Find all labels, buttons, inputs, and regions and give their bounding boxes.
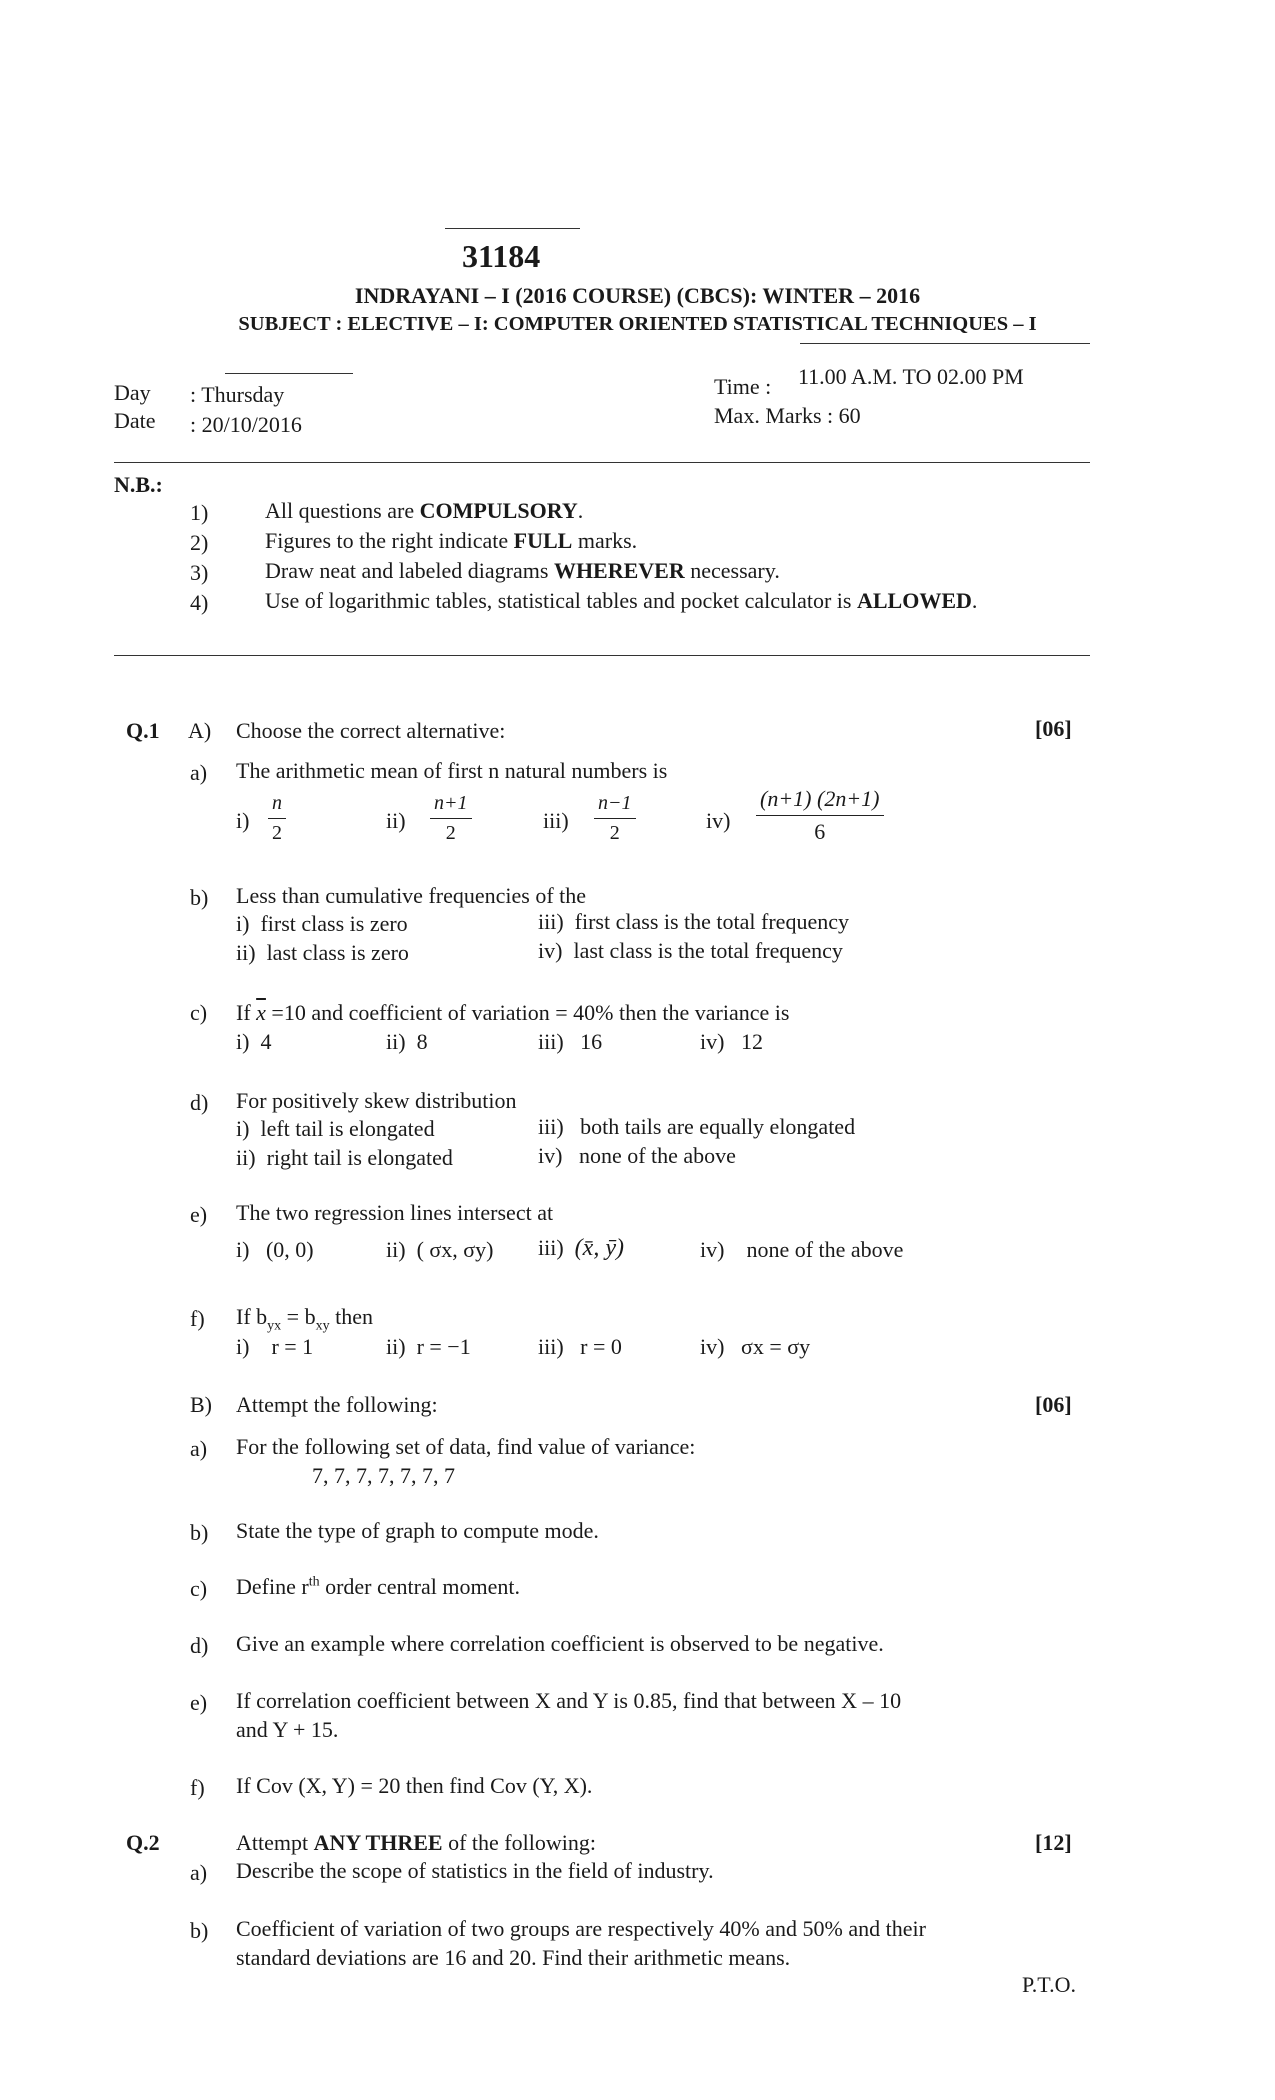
q1a-a-opt-3: iii) bbox=[543, 808, 569, 833]
q1b-c-label: c) bbox=[190, 1576, 208, 1601]
q1b-c-text: Define $r^{th}$ order central moment. bbox=[236, 1574, 520, 1599]
header-separator bbox=[114, 462, 1090, 463]
q1a-c-opt-1: i) 4 bbox=[236, 1029, 272, 1054]
q1a-b-opt-1: i) first class is zero bbox=[236, 911, 408, 936]
q1a-e-text: The two regression lines intersect at bbox=[236, 1200, 554, 1225]
q2-marks: [12] bbox=[1035, 1830, 1072, 1855]
q1a-e-opt-2: ii) ( σx, σy) bbox=[386, 1237, 494, 1262]
top-rule bbox=[445, 228, 580, 229]
q2-b-line1: Coefficient of variation of two groups are respectively 40% and 50% and their bbox=[236, 1916, 926, 1941]
nb-item-3: Draw neat and labeled diagrams WHEREVER necessary. bbox=[265, 558, 780, 583]
subject-line: SUBJECT : ELECTIVE – I: COMPUTER ORIENTED STATISTICAL TECHNIQUES – I bbox=[238, 313, 1037, 335]
day-label: Day bbox=[114, 380, 151, 405]
q1a-c-opt-2: ii) 8 bbox=[386, 1029, 428, 1054]
q1a-c-text: If $\overline{x} =10$ and coefficient of variation = 40% then the variance is bbox=[236, 1000, 790, 1025]
q1a-a-fraction-3: $\frac{n-1}{2}$ bbox=[594, 792, 636, 845]
q1a-f-opt-4: iv) σx = σy bbox=[700, 1334, 811, 1359]
q1-b-text: Attempt the following: bbox=[236, 1392, 438, 1417]
q1b-e-line1: If correlation coefficient between X and Y is 0.85, find that between X – 10 bbox=[236, 1688, 902, 1713]
q1b-a-label: a) bbox=[190, 1436, 208, 1461]
q1b-f-text: If Cov (X, Y) = 20 then find Cov (Y, X). bbox=[236, 1773, 593, 1798]
q1a-b-opt-3: iii) first class is the total frequency bbox=[538, 909, 849, 934]
q2-text: Attempt ANY THREE of the following: bbox=[236, 1830, 596, 1855]
subject-underline bbox=[800, 343, 1090, 344]
nb-item-4: Use of logarithmic tables, statistical tables and pocket calculator is ALLOWED. bbox=[265, 588, 978, 613]
q2-label: Q.2 bbox=[126, 1830, 160, 1855]
q1a-d-opt-2: ii) right tail is elongated bbox=[236, 1145, 453, 1170]
q1a-f-opt-2: ii) r = −1 bbox=[386, 1334, 471, 1359]
q1a-a-opt-2: ii) bbox=[386, 808, 406, 833]
q1b-d-text: Give an example where correlation coefficient is observed to be negative. bbox=[236, 1631, 884, 1656]
nb-separator bbox=[114, 655, 1090, 656]
pto-marker: P.T.O. bbox=[1022, 1972, 1076, 1997]
q1a-f-label: f) bbox=[190, 1306, 205, 1331]
q1a-a-fraction-2: $\frac{n+1}{2}$ bbox=[430, 792, 472, 845]
q1a-a-label: a) bbox=[190, 760, 208, 785]
q1-b-marks: [06] bbox=[1035, 1392, 1072, 1417]
q1a-e-opt-1: i) (0, 0) bbox=[236, 1237, 314, 1262]
q1a-c-label: c) bbox=[190, 1000, 208, 1025]
q1a-a-fraction-1: $\frac{n}{2}$ bbox=[268, 792, 286, 845]
nb-item-num-2: 2) bbox=[190, 530, 209, 555]
nb-label: N.B.: bbox=[114, 472, 163, 497]
q1-b-label: B) bbox=[190, 1392, 212, 1417]
q1a-d-text: For positively skew distribution bbox=[236, 1088, 517, 1113]
q1b-b-text: State the type of graph to compute mode. bbox=[236, 1518, 599, 1543]
q1a-b-label: b) bbox=[190, 885, 209, 910]
nb-item-num-4: 4) bbox=[190, 590, 209, 615]
q1a-e-label: e) bbox=[190, 1202, 208, 1227]
q1-a-text: Choose the correct alternative: bbox=[236, 718, 506, 743]
q1a-b-opt-4: iv) last class is the total frequency bbox=[538, 938, 843, 963]
q1a-b-text: Less than cumulative frequencies of the bbox=[236, 883, 587, 908]
q1a-d-opt-4: iv) none of the above bbox=[538, 1143, 736, 1168]
q1a-e-opt-4: iv) none of the above bbox=[700, 1237, 904, 1262]
q1a-c-opt-4: iv) 12 bbox=[700, 1029, 763, 1054]
nb-item-num-3: 3) bbox=[190, 560, 209, 585]
q1a-a-opt-4: iv) bbox=[706, 808, 731, 833]
q2-a-label: a) bbox=[190, 1860, 208, 1885]
paper-code: 31184 bbox=[462, 238, 541, 274]
q1a-e-opt-3: iii) (x̄, ȳ) bbox=[538, 1235, 624, 1261]
date-value: : 20/10/2016 bbox=[190, 412, 302, 437]
day-underline bbox=[225, 373, 353, 374]
q1a-f-opt-1: i) r = 1 bbox=[236, 1334, 314, 1359]
q1-a-marks: [06] bbox=[1035, 716, 1072, 741]
q1a-b-opt-2: ii) last class is zero bbox=[236, 940, 409, 965]
q1a-f-text: If $b_{yx} = b_{xy}$ then bbox=[236, 1304, 373, 1334]
q1a-d-opt-1: i) left tail is elongated bbox=[236, 1116, 435, 1141]
time-value: 11.00 A.M. TO 02.00 PM bbox=[798, 364, 1024, 389]
exam-title: INDRAYANI – I (2016 COURSE) (CBCS): WINTER – 2016 bbox=[354, 283, 921, 308]
q2-b-label: b) bbox=[190, 1918, 209, 1943]
q1a-c-opt-3: iii) 16 bbox=[538, 1029, 603, 1054]
time-label: Time : bbox=[714, 374, 772, 399]
q1a-a-text: The arithmetic mean of first n natural numbers is bbox=[236, 758, 668, 783]
max-marks: Max. Marks : 60 bbox=[714, 403, 861, 428]
nb-item-num-1: 1) bbox=[190, 500, 209, 525]
q1b-f-label: f) bbox=[190, 1775, 205, 1800]
q1b-b-label: b) bbox=[190, 1520, 209, 1545]
q1-label: Q.1 bbox=[126, 718, 160, 743]
nb-item-2: Figures to the right indicate FULL marks. bbox=[265, 528, 638, 553]
nb-item-1: All questions are COMPULSORY. bbox=[265, 498, 584, 523]
day-value: : Thursday bbox=[190, 382, 285, 407]
q1a-f-opt-3: iii) r = 0 bbox=[538, 1334, 622, 1359]
q1b-d-label: d) bbox=[190, 1633, 209, 1658]
q1b-e-label: e) bbox=[190, 1690, 208, 1715]
q2-a-text: Describe the scope of statistics in the field of industry. bbox=[236, 1858, 714, 1883]
date-label: Date bbox=[114, 408, 156, 433]
q1a-d-opt-3: iii) both tails are equally elongated bbox=[538, 1114, 856, 1139]
q1b-a-data: 7, 7, 7, 7, 7, 7, 7 bbox=[312, 1463, 455, 1488]
q1a-a-opt-1: i) bbox=[236, 808, 250, 833]
q1-a-label: A) bbox=[188, 718, 212, 743]
q2-b-line2: standard deviations are 16 and 20. Find their arithmetic means. bbox=[236, 1945, 791, 1970]
q1a-a-fraction-4: $\frac{(n+1) (2n+1)}{6}$ bbox=[756, 786, 884, 845]
q1a-d-label: d) bbox=[190, 1090, 209, 1115]
q1b-a-text: For the following set of data, find value of variance: bbox=[236, 1434, 696, 1459]
q1b-e-line2: and Y + 15. bbox=[236, 1717, 339, 1742]
